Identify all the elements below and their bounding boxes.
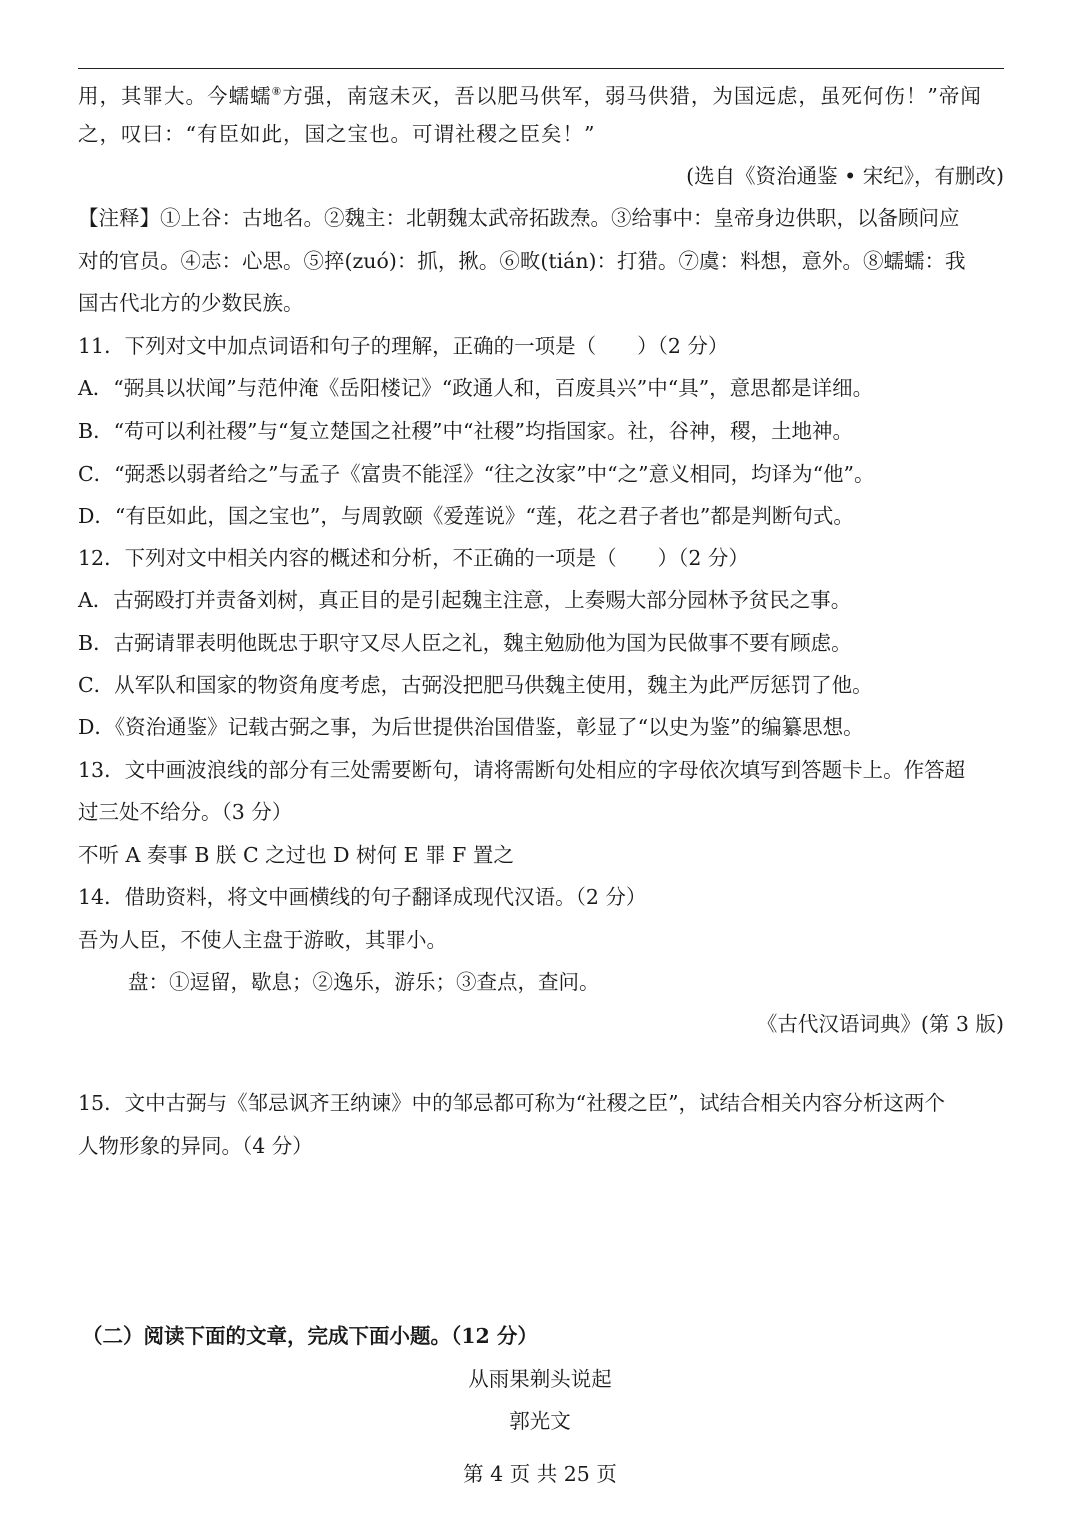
q11-option-d: D．“有臣如此，国之宝也”，与周敦颐《爱莲说》“莲，花之君子者也”都是判断句式。: [78, 504, 854, 528]
top-rule: [78, 68, 1004, 69]
q12-stem: 12．下列对文中相关内容的概述和分析，不正确的一项是（ ）（2 分）: [78, 546, 749, 570]
passage-text: 用，其罪大。今蠕蠕: [78, 83, 272, 108]
q15-stem-line-2: 人物形象的异同。（4 分）: [78, 1134, 313, 1158]
q12-option-a: A．古弼殴打并责备刘树，真正目的是引起魏主注意，上奏赐大部分园林予贫民之事。: [78, 588, 852, 612]
q14-source: 《古代汉语词典》(第 3 版): [756, 1012, 1004, 1036]
footnote-marker: ⑧: [271, 85, 283, 98]
q13-stem-line-2: 过三处不给分。（3 分）: [78, 800, 293, 824]
q12-option-c: C．从军队和国家的物资角度考虑，古弼没把肥马供魏主使用，魏主为此严厉惩罚了他。: [78, 673, 873, 697]
notes-line-3: 国古代北方的少数民族。: [78, 291, 304, 315]
passage-source: (选自《资治通鉴 • 宋纪》，有删改): [686, 164, 1004, 188]
article-title: 从雨果剃头说起: [468, 1367, 612, 1391]
q14-sentence: 吾为人臣，不使人主盘于游畋，其罪小。: [78, 928, 447, 952]
q12-option-b: B．古弼请罪表明他既忠于职守又尽人臣之礼，魏主勉励他为国为民做事不要有顾虑。: [78, 631, 852, 655]
passage-line-1: [78, 77, 1008, 111]
q11-stem: 11．下列对文中加点词语和句子的理解，正确的一项是（ ）（2 分）: [78, 334, 729, 358]
passage-text: 方强，南寇未灭，吾以肥马供军，弱马供猎，为国远虑，虽死何伤！”帝闻: [282, 83, 982, 108]
notes-line-2: 对的官员。④志：心思。⑤捽(zuó)：抓，揪。⑥畋(tián)：打猎。⑦虞：料想，意外。⑧蠕蠕：我: [78, 249, 966, 273]
q11-option-b: B．“苟可以利社稷”与“复立楚国之社稷”中“社稷”均指国家。社，谷神，稷，土地神。: [78, 419, 853, 443]
q13-text: 不听 A 奏事 B 朕 C 之过也 D 树何 E 罪 F 置之: [78, 843, 514, 867]
q11-option-c: C．“弼悉以弱者给之”与孟子《富贵不能淫》“往之汝家”中“之”意义相同，均译为“他”。: [78, 462, 875, 486]
q13-stem-line-1: 13．文中画波浪线的部分有三处需要断句，请将需断句处相应的字母依次填写到答题卡上。作答超: [78, 758, 966, 782]
q15-stem-line-1: 15．文中古弼与《邹忌讽齐王纳谏》中的邹忌都可称为“社稷之臣”，试结合相关内容分析这两个: [78, 1091, 946, 1115]
q14-stem: 14．借助资料，将文中画横线的句子翻译成现代汉语。（2 分）: [78, 885, 647, 909]
article-author: 郭光文: [509, 1409, 571, 1433]
q12-option-d: D．《资治通鉴》记载古弼之事，为后世提供治国借鉴，彰显了“以史为鉴”的编纂思想。: [78, 715, 864, 739]
page-footer: 第 4 页 共 25 页: [463, 1462, 617, 1486]
notes-line-1: 【注释】①上谷：古地名。②魏主：北朝魏太武帝拓跋焘。③给事中：皇帝身边供职，以备顾问应: [78, 206, 960, 230]
q14-gloss: 盘：①逗留，歇息；②逸乐，游乐；③查点，查问。: [128, 970, 600, 994]
passage-line-2: 之，叹曰：“有臣如此，国之宝也。可谓社稷之臣矣！”: [78, 122, 596, 146]
q11-option-a: A．“弼具以状闻”与范仲淹《岳阳楼记》“政通人和，百废具兴”中“具”，意思都是详细。: [78, 376, 874, 400]
section-heading: （二）阅读下面的文章，完成下面小题。（12 分）: [82, 1324, 538, 1348]
